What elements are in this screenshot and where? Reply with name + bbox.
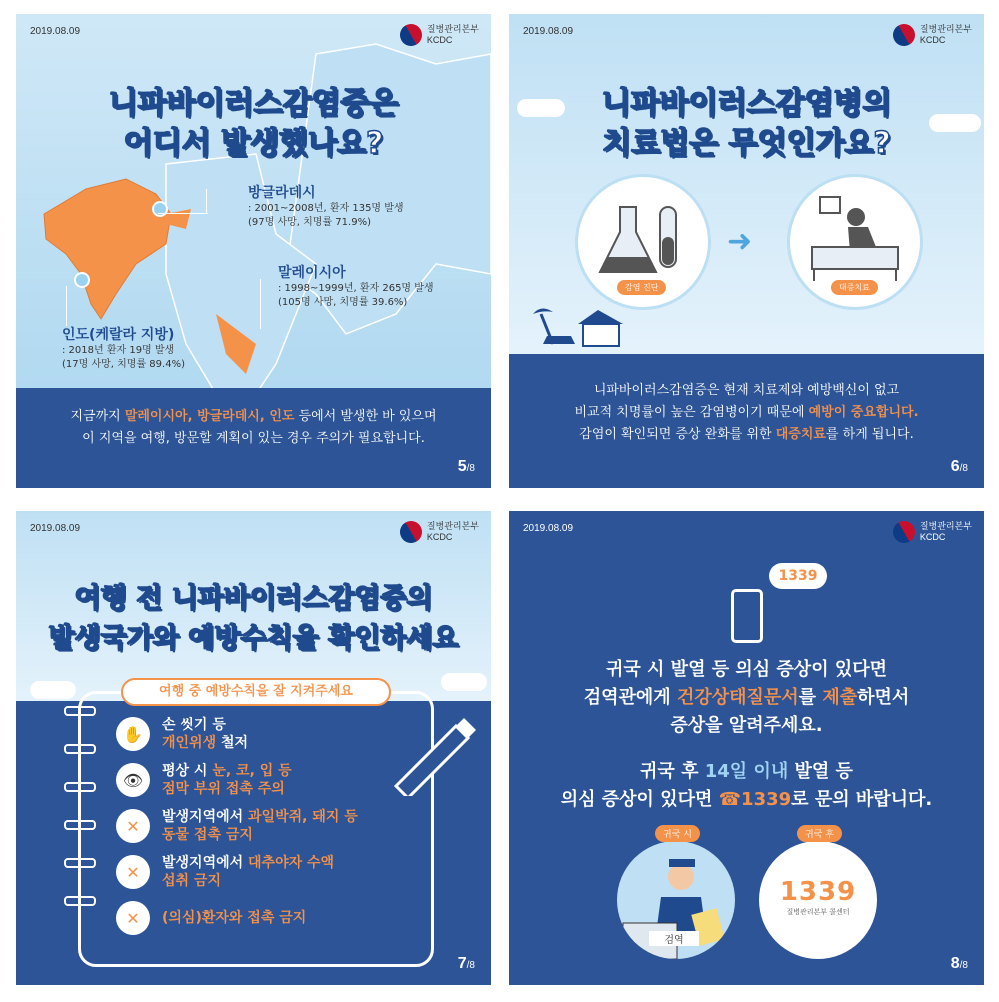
page-indicator: [458, 955, 475, 973]
msg-part: 로 문의 바랍니다.: [791, 789, 933, 810]
title-line-1: [16, 579, 491, 619]
rule-highlight: 눈, 코, 입 등: [212, 763, 292, 779]
title-part: 했나요?: [279, 126, 384, 161]
msg-highlight: 14일 이내: [704, 761, 789, 782]
desc-highlight: 말레이시아, 방글라데시, 인도: [124, 409, 295, 424]
date-label: 2019.08.09: [523, 523, 574, 534]
connector: [260, 279, 261, 329]
page-number: 7: [457, 955, 467, 972]
label-line: (17명 사망, 치명률 89.4%): [62, 359, 185, 370]
kcdc-logo: [400, 24, 479, 46]
desc-part: 등에서 발생한 바 있으며: [294, 409, 437, 424]
page-total: /8: [959, 960, 968, 971]
ring: [64, 896, 96, 906]
panel5-description: [16, 388, 491, 488]
patient-contact-icon: ✕: [116, 901, 150, 935]
connector: [158, 213, 208, 214]
rule-highlight: 개인위생: [162, 735, 217, 751]
msg-part: 발열 등: [788, 761, 853, 782]
panel6-title: [509, 84, 984, 164]
label-line: (97명 사망, 치명률 71.9%): [248, 217, 371, 228]
kcdc-emblem-icon: [889, 517, 919, 547]
desk-label: 검역: [649, 931, 699, 946]
label-line: : 1998~1999년, 환자 265명 발생: [278, 283, 434, 294]
bangladesh-label: [248, 182, 404, 230]
label-line: : 2001~2008년, 환자 135명 발생: [248, 203, 404, 214]
rule-part: 발생지역에서: [162, 855, 249, 871]
rule-item: [116, 895, 396, 941]
kcdc-logo: [893, 24, 972, 46]
kcdc-logo: [893, 521, 972, 543]
beach-hut-icon: [523, 304, 643, 354]
desc-highlight: 예방이 중요합니다.: [808, 405, 919, 420]
label-line: : 2018년 환자 19명 발생: [62, 345, 175, 356]
date-label: 2019.08.09: [523, 26, 574, 37]
msg-line: [509, 786, 984, 814]
ring: [64, 858, 96, 868]
after-return-badge: 귀국 후: [797, 825, 842, 842]
title-part: 의: [862, 86, 892, 121]
rule-highlight: 과일박쥐, 돼지 등: [248, 809, 358, 825]
msg-line: 귀국 시 발열 등 의심 증상이 있다면: [605, 659, 888, 680]
label-title: 방글라데시: [248, 185, 316, 201]
rules-header: 여행 중 예방수칙을 잘 지켜주세요: [121, 678, 391, 706]
desc-line-2: [509, 402, 984, 424]
malaysia-label: [278, 262, 434, 310]
desc-line-3: [509, 424, 984, 446]
ring: [64, 820, 96, 830]
rule-highlight: (의심): [162, 910, 202, 926]
callcenter-caption: 질병관리본부 콜센터: [786, 908, 850, 916]
msg-part: 의심 증상이 있다면: [560, 789, 719, 810]
india-marker: [74, 272, 90, 288]
kcdc-emblem-icon: [396, 517, 426, 547]
rule-part: 철저: [216, 735, 249, 751]
label-title: 말레이시아: [278, 265, 346, 281]
title-part: 은 무엇인가요?: [689, 126, 891, 161]
arrow-right-icon: ➜: [727, 224, 753, 259]
desc-part: 지금까지: [70, 409, 125, 424]
treatment-badge: 대증치료: [831, 280, 878, 295]
org-name-ko: 질병관리본부: [919, 24, 972, 34]
title-line-2: [509, 124, 984, 164]
animal-contact-icon: ✕: [116, 809, 150, 843]
bangladesh-marker: [152, 201, 168, 217]
connector: [206, 189, 207, 213]
panel6-description: [509, 354, 984, 488]
org-name-ko: 질병관리본부: [919, 521, 972, 531]
label-title: 인도(케랄라 지방): [62, 327, 175, 343]
title-part: 여행 전: [74, 583, 172, 614]
callcenter-number: 1339: [779, 877, 857, 907]
msg-highlight: ☎1339: [718, 789, 792, 810]
india-label: [62, 324, 185, 372]
org-name-en: KCDC: [426, 35, 453, 45]
page-indicator: [458, 458, 475, 476]
desc-highlight: 대증치료: [775, 427, 826, 442]
rule-highlight: 대추야자 수액: [248, 855, 335, 871]
msg-line: 증상을 알려주세요.: [670, 715, 823, 736]
title-line-1: 니파바이러스감염증은: [108, 86, 399, 121]
title-part: 니파바이러스감염병: [601, 86, 863, 121]
page-total: /8: [959, 463, 968, 474]
msg-part: 검역관에게: [583, 687, 677, 708]
msg-line: [509, 684, 984, 712]
title-highlight: 치료법: [602, 126, 690, 161]
desc-line-1: 니파바이러스감염증은 현재 치료제와 예방백신이 없고: [593, 383, 900, 398]
desc-part: 를 하게 됩니다.: [825, 427, 914, 442]
ring: [64, 706, 96, 716]
title-part: 어디서: [123, 126, 222, 161]
ring: [64, 744, 96, 754]
rule-item: [116, 711, 396, 757]
title-part: 와: [152, 623, 189, 654]
kcdc-logo: [400, 521, 479, 543]
rule-text: [162, 716, 248, 752]
on-arrival-badge: 귀국 시: [655, 825, 700, 842]
date-label: 2019.08.09: [30, 26, 81, 37]
rule-highlight: 환자와 접촉 금지: [201, 910, 307, 926]
callcenter-circle: [759, 841, 877, 959]
page-number: 5: [457, 458, 467, 475]
rules-list: [116, 711, 396, 941]
rule-item: [116, 803, 396, 849]
org-name-ko: 질병관리본부: [426, 521, 479, 531]
title-highlight: 발생국가: [48, 623, 153, 654]
rule-text: [162, 808, 358, 844]
ring: [64, 782, 96, 792]
title-part: 을 확인하세요: [292, 623, 459, 654]
diagnosis-badge: 감염 진단: [617, 280, 666, 295]
handwash-icon: ✋: [116, 717, 150, 751]
desc-line-1: [16, 406, 491, 428]
rule-highlight: 동물 접촉 금지: [162, 827, 253, 843]
card-panel-8: [509, 511, 984, 985]
date-label: 2019.08.09: [30, 523, 81, 534]
msg-highlight: 제출: [822, 687, 858, 708]
pencil-icon: [386, 706, 476, 796]
msg-part: 귀국 후: [640, 761, 705, 782]
desc-part: 감염이 확인되면 증상 완화를 위한: [579, 427, 776, 442]
card-panel-7: [16, 511, 491, 985]
hotline-bubble: 1339: [769, 563, 827, 589]
panel5-title: [16, 84, 491, 164]
rule-part: 발생지역에서: [162, 809, 249, 825]
rule-item: [116, 849, 396, 895]
rule-highlight: 점막 부위 접촉 주의: [162, 781, 285, 797]
page-indicator: [951, 955, 968, 973]
title-highlight: 예방수칙: [188, 623, 293, 654]
org-name-en: KCDC: [426, 532, 453, 542]
cloud: [441, 673, 487, 691]
rule-text: [162, 909, 306, 927]
card-panel-5: [16, 14, 491, 488]
title-line-2: [16, 619, 491, 659]
no-drink-icon: ✕: [116, 855, 150, 889]
connector: [66, 286, 67, 326]
page-total: /8: [466, 960, 475, 971]
kcdc-emblem-icon: [889, 20, 919, 50]
notepad-rings: [64, 706, 96, 906]
org-name-ko: 질병관리본부: [426, 24, 479, 34]
msg-part: 하면서: [857, 687, 910, 708]
eye-icon: 👁: [116, 763, 150, 797]
rule-line: 손 씻기 등: [162, 717, 226, 733]
msg-highlight: 건강상태질문서: [676, 687, 799, 708]
rule-item: [116, 757, 396, 803]
msg-line: [509, 758, 984, 786]
title-highlight: 니파바이러스감염증: [171, 583, 407, 614]
rule-text: [162, 762, 292, 798]
title-highlight: 발생: [221, 126, 279, 161]
rule-text: [162, 854, 334, 890]
rule-highlight: 섭취 금지: [162, 873, 221, 889]
org-name-en: KCDC: [919, 35, 946, 45]
org-name-en: KCDC: [919, 532, 946, 542]
cloud: [30, 681, 76, 699]
label-line: (105명 사망, 치명률 39.6%): [278, 297, 408, 308]
page-indicator: [951, 458, 968, 476]
page-number: 8: [950, 955, 960, 972]
title-line-1: [509, 84, 984, 124]
msg-part: 를: [798, 687, 823, 708]
title-line-2: [16, 124, 491, 164]
kcdc-emblem-icon: [396, 20, 426, 50]
page-number: 6: [950, 458, 960, 475]
desc-line-2: 이 지역을 여행, 방문할 계획이 있는 경우 주의가 필요합니다.: [82, 431, 425, 446]
notice-message: [509, 656, 984, 814]
panel7-title: [16, 579, 491, 659]
title-part: 의: [406, 583, 433, 614]
rule-part: 평상 시: [162, 763, 213, 779]
desc-part: 비교적 치명률이 높은 감염병이기 때문에: [574, 405, 809, 420]
page-total: /8: [466, 463, 475, 474]
phone-icon: [731, 589, 763, 643]
card-panel-6: [509, 14, 984, 488]
